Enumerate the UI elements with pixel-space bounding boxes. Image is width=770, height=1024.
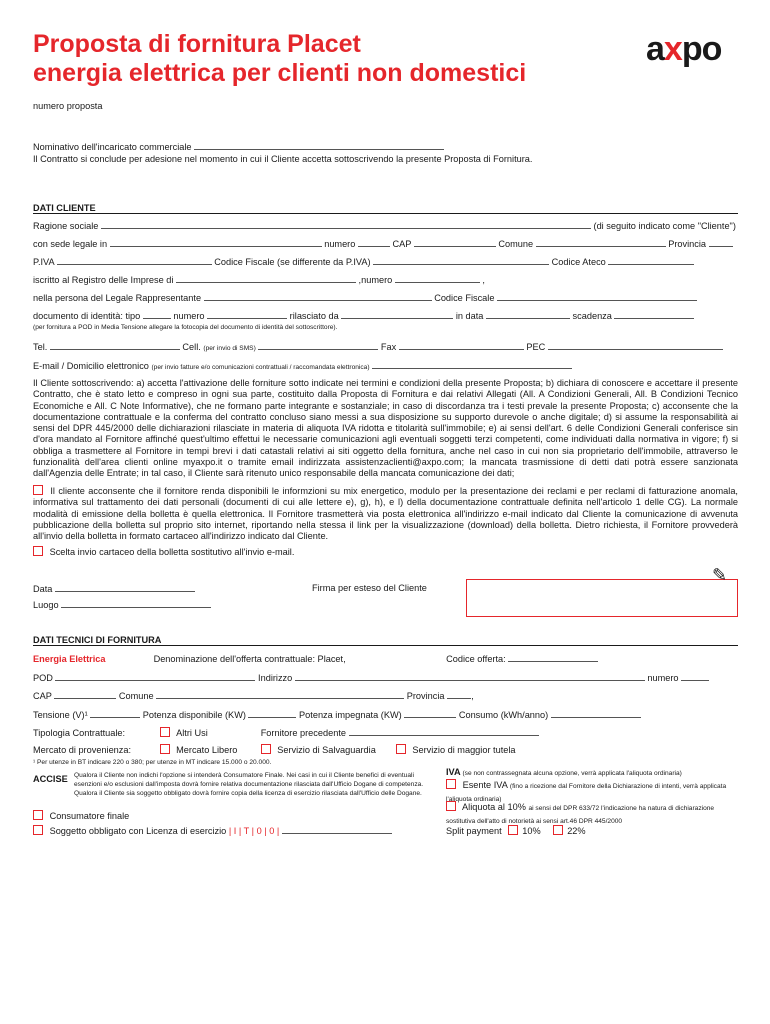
indirizzo-label: Indirizzo bbox=[258, 673, 293, 683]
tensione-label: Tensione (V)¹ bbox=[33, 710, 88, 720]
codice-offerta-field[interactable] bbox=[508, 652, 598, 662]
nominativo-field[interactable] bbox=[194, 140, 444, 150]
email-row bbox=[33, 359, 738, 373]
registro-imprese-field[interactable] bbox=[176, 273, 356, 283]
pod-numero-label: numero bbox=[647, 673, 679, 683]
accise-note: Qualora il Cliente non indichi l'opzione si intenderà Consumatore Finale. Nei casi in cui il Cliente benefici di eventuali esenzioni e/o esclusioni dall'imposta dovrà fornire relativa documentazione rilasciata dall'Ufficio Dogane di competenza. Qualora il Cliente sia soggetto obbligato dovrà fornire copia della licenza di esercizio rilasciata dall'Ufficio delle Dogane. bbox=[74, 772, 424, 797]
cell-label: Cell. bbox=[182, 342, 201, 352]
consumo-label: Consumo (kWh/anno) bbox=[458, 710, 549, 720]
luogo-field[interactable] bbox=[61, 598, 211, 608]
pen-icon: ✎ bbox=[712, 565, 728, 585]
codice-fiscale-diff-field[interactable] bbox=[373, 255, 549, 265]
cartaceo-row bbox=[33, 546, 294, 559]
tec-provincia-label: Provincia bbox=[406, 691, 445, 701]
cell-note: (per invio di SMS) bbox=[203, 345, 256, 352]
split-22-checkbox[interactable] bbox=[553, 825, 563, 835]
axpo-logo: axpo bbox=[646, 30, 722, 68]
tensione-field[interactable] bbox=[90, 708, 140, 718]
energia-elettrica-label: Energia Elettrica bbox=[33, 654, 106, 664]
cartaceo-checkbox[interactable] bbox=[33, 546, 43, 556]
rilasciato-field[interactable] bbox=[341, 309, 453, 319]
codice-fiscale-field[interactable] bbox=[497, 291, 697, 301]
pec-field[interactable] bbox=[548, 340, 723, 350]
scadenza-label: scadenza bbox=[572, 311, 612, 321]
soggetto-row bbox=[33, 824, 392, 838]
tec-cap-field[interactable] bbox=[54, 689, 116, 699]
licenza-field[interactable] bbox=[282, 824, 392, 834]
registro-imprese-label: iscritto al Registro delle Imprese di bbox=[33, 275, 174, 285]
mix-energetico-checkbox[interactable] bbox=[33, 485, 43, 495]
registro-row: iscritto al Registro delle Imprese di ,numero , bbox=[33, 275, 485, 285]
licenza-prefix: | I | T | 0 | 0 | bbox=[228, 826, 280, 836]
maggior-tutela-checkbox[interactable] bbox=[396, 744, 406, 754]
piva-row bbox=[33, 255, 738, 269]
numero-label: numero bbox=[324, 239, 356, 249]
email-field[interactable] bbox=[372, 359, 572, 369]
dati-tecnici-heading: DATI TECNICI DI FORNITURA bbox=[33, 635, 738, 646]
fax-label: Fax bbox=[380, 342, 397, 352]
split-22-label: 22% bbox=[567, 826, 586, 836]
documento-row bbox=[33, 309, 738, 323]
tipologia-label: Tipologia Contrattuale: bbox=[33, 728, 126, 738]
luogo-row bbox=[33, 598, 738, 612]
aliquota-note: ai sensi del DPR 633/72 l'indicazione ha natura di dichiarazione sostitutiva dell'atto di notorietà ai sensi art.46 DPR 445/2000 bbox=[446, 805, 715, 825]
altri-usi-label: Altri Usi bbox=[176, 728, 208, 738]
mix-energetico-block bbox=[33, 485, 738, 542]
cap-row: CAP Comune Provincia , bbox=[33, 691, 474, 701]
ragione-sociale-row bbox=[33, 219, 738, 233]
sede-legale-label: con sede legale in bbox=[33, 239, 108, 249]
salvaguardia-checkbox[interactable] bbox=[261, 744, 271, 754]
legale-rappresentante-field[interactable] bbox=[204, 291, 432, 301]
dati-cliente-heading: DATI CLIENTE bbox=[33, 203, 738, 214]
denominazione-label: Denominazione dell'offerta contrattuale: Placet, bbox=[153, 654, 346, 664]
tensione-footnote: ¹ Per utenze in BT indicare 220 o 380; per utenze in MT indicare 15.000 o 20.000. bbox=[33, 759, 272, 766]
salvaguardia-label: Servizio di Salvaguardia bbox=[277, 745, 376, 755]
tensione-row bbox=[33, 708, 738, 722]
fax-field[interactable] bbox=[399, 340, 524, 350]
codice-fiscale-diff-label: Codice Fiscale (se differente da P.IVA) bbox=[214, 257, 371, 267]
title-line-2: energia elettrica per clienti non domestici bbox=[33, 59, 527, 87]
esente-label: Esente IVA bbox=[462, 780, 508, 790]
consumatore-row bbox=[33, 810, 129, 823]
split-10-checkbox[interactable] bbox=[508, 825, 518, 835]
numero-field[interactable] bbox=[358, 237, 390, 247]
split-label: Split payment bbox=[446, 826, 502, 836]
accise-label: ACCISE bbox=[33, 774, 68, 784]
comune-field[interactable] bbox=[536, 237, 666, 247]
iva-label: IVA bbox=[446, 767, 461, 777]
in-data-field[interactable] bbox=[486, 309, 570, 319]
cell-field[interactable] bbox=[258, 340, 378, 350]
data-field[interactable] bbox=[55, 582, 195, 592]
esente-note: (fino a ricezione dal Fornitore della Dichiarazione di intenti, verrà applicata l'aliquota ordinaria) bbox=[446, 783, 727, 803]
codice-ateco-field[interactable] bbox=[608, 255, 694, 265]
contatti-row bbox=[33, 340, 738, 354]
ragione-sociale-field[interactable] bbox=[101, 219, 591, 229]
indirizzo-field[interactable] bbox=[295, 671, 645, 681]
codice-ateco-label: Codice Ateco bbox=[551, 257, 606, 267]
mix-energetico-text: Il cliente acconsente che il fornitore renda disponibili le informzioni su mix energetico, modulo per la presentazione dei reclami e per reclami di fatturazione anomala, informativa sul trattamento dei dati personali (documenti di cui alle lettere e), g), h), e l) della documentazione contrattuale definita nell'articolo 1 delle CG). La normale modalità di emissione della bolletta è quella elettronica. Il Fornitore trasmetterà via posta elettronica all'indirizzo e-mail indicato dal Cliente la comunicazione di avvenuta pubblicazione della bolletta sul proprio sito internet, riportando nella stessa il link per la visualizzazione (download) della bolletta. Dietro richiesta, il Fornitore provvederà all'invio della bolletta in formato cartaceo all'indirizzo indicato dal Cliente. bbox=[33, 486, 738, 542]
ragione-sociale-suffix: (di seguito indicato come "Cliente") bbox=[593, 221, 736, 231]
ragione-sociale-label: Ragione sociale bbox=[33, 221, 99, 231]
codice-fiscale-label: Codice Fiscale bbox=[434, 293, 495, 303]
title-line-1: Proposta di fornitura Placet bbox=[33, 30, 361, 58]
pod-field[interactable] bbox=[55, 671, 255, 681]
consumatore-label: Consumatore finale bbox=[49, 811, 130, 821]
tel-label: Tel. bbox=[33, 342, 48, 352]
mercato-row bbox=[33, 744, 738, 757]
registro-numero-label: ,numero bbox=[358, 275, 393, 285]
cap-label: CAP bbox=[392, 239, 412, 249]
email-label: E-mail / Domicilio elettronico bbox=[33, 361, 149, 371]
pod-note: (per fornitura a POD in Media Tensione allegare la fotocopia del documento di identità del sottoscrittore). bbox=[33, 324, 338, 331]
documento-numero-field[interactable] bbox=[207, 309, 287, 319]
sede-legale-row bbox=[33, 237, 738, 251]
potenza-disponibile-field[interactable] bbox=[248, 708, 296, 718]
split-10-label: 10% bbox=[522, 826, 541, 836]
documento-numero-label: numero bbox=[173, 311, 205, 321]
potenza-impegnata-label: Potenza impegnata (KW) bbox=[299, 710, 402, 720]
cap-field[interactable] bbox=[414, 237, 496, 247]
sede-legale-field[interactable] bbox=[110, 237, 322, 247]
comune-label: Comune bbox=[498, 239, 534, 249]
scadenza-field[interactable] bbox=[614, 309, 694, 319]
potenza-impegnata-field[interactable] bbox=[404, 708, 456, 718]
provincia-field[interactable] bbox=[709, 237, 733, 247]
tec-cap-label: CAP bbox=[33, 691, 52, 701]
tipologia-row bbox=[33, 726, 738, 740]
fornitore-precedente-field[interactable] bbox=[349, 726, 539, 736]
split-row bbox=[446, 825, 586, 838]
legale-row bbox=[33, 291, 738, 305]
esente-checkbox[interactable] bbox=[446, 779, 456, 789]
numero-proposta-label: numero proposta bbox=[33, 101, 103, 111]
piva-label: P.IVA bbox=[33, 257, 55, 267]
tel-field[interactable] bbox=[50, 340, 180, 350]
rilasciato-label: rilasciato da bbox=[289, 311, 339, 321]
registro-numero-field[interactable] bbox=[395, 273, 480, 283]
nominativo-row bbox=[33, 140, 444, 154]
mercato-libero-label: Mercato Libero bbox=[176, 745, 238, 755]
contratto-text: Il Contratto si conclude per adesione nel momento in cui il Cliente accetta sottoscrivendo la presente Proposta di Fornitura. bbox=[33, 154, 533, 164]
aliquota-row bbox=[446, 801, 736, 827]
iva-header bbox=[446, 768, 682, 778]
tec-provincia-field[interactable] bbox=[447, 689, 471, 699]
luogo-label: Luogo bbox=[33, 600, 59, 610]
page-title bbox=[33, 30, 526, 88]
provincia-label: Provincia bbox=[668, 239, 706, 249]
documento-tipo-field[interactable] bbox=[143, 309, 171, 319]
data-label: Data bbox=[33, 584, 53, 594]
iva-note: (se non contrassegnata alcuna opzione, verrà applicata l'aliquota ordinaria) bbox=[462, 770, 682, 777]
potenza-disponibile-label: Potenza disponibile (KW) bbox=[142, 710, 246, 720]
tec-comune-label: Comune bbox=[118, 691, 154, 701]
pod-row bbox=[33, 671, 738, 685]
nominativo-label: Nominativo dell'incaricato commerciale bbox=[33, 142, 192, 152]
consumatore-checkbox[interactable] bbox=[33, 810, 43, 820]
maggior-tutela-label: Servizio di maggior tutela bbox=[412, 745, 516, 755]
codice-offerta-label: Codice offerta: bbox=[446, 654, 506, 664]
email-note: (per invio fatture e/o comunicazioni contrattuali / raccomandata elettronica) bbox=[151, 364, 370, 371]
firma-cliente-label: Firma per esteso del Cliente bbox=[312, 583, 427, 593]
soggetto-label: Soggetto obbligato con Licenza di esercizio bbox=[49, 826, 227, 836]
aliquota-checkbox[interactable] bbox=[446, 801, 456, 811]
altri-usi-checkbox[interactable] bbox=[160, 727, 170, 737]
pod-numero-field[interactable] bbox=[681, 671, 709, 681]
consumo-field[interactable] bbox=[551, 708, 641, 718]
pod-label: POD bbox=[33, 673, 53, 683]
fornitore-precedente-label: Fornitore precedente bbox=[260, 728, 346, 738]
aliquota-label: Aliquota al 10% bbox=[462, 802, 526, 812]
pec-label: PEC bbox=[526, 342, 546, 352]
soggetto-checkbox[interactable] bbox=[33, 825, 43, 835]
sottoscrivendo-paragraph: Il Cliente sottoscrivendo: a) accetta l'attivazione delle forniture sotto indicate nei termini e condizioni della presente Proposta; b) dichiara di conoscere e accettare il presente Contratto, che è stato letto e compreso in ogni sua parte, costituito dalla Proposta di Fornitura e dai relativi Allegati (All. A Condizioni Generali, All. B Condizioni Tecnico Economiche e All. C Note Informative), che ne formano parte integrante e sostanziale; in caso di discordanza tra i testi prevale la presente Proposta; c) acconsente che la documentazione contrattuale e la conferma del contratto concluso siano messi a sua disposizione su supporto durevole o anche digitale; d) si assume la responsabilità ai sensi del DPR 445/2000 delle dichiarazioni rilasciate in materia di aliquota IVA ridotta e titolarità sull'immobile; e) ai sensi dell'art. 6 delle Condizioni Generali conferisce sin d'ora mandato al Fornitore affinché quest'ultimo effettui le necessarie comunicazioni agli eventuali soggetti terzi competenti, come individuati dalla normativa in vigore; f) si obbliga a trasmettere al Fornitore in tempi brevi i dati catastali relativi ai siti oggetto della fornitura, anche nel caso in cui non sia proprietario dell'immobile, attraverso le funzionalità dell'area clienti online myaxpo.it o tramite email indirizzata assistenzaclienti@axpo.com; la mancata trasmissione di detti dati potrà essere sanzionata dall'Agenzia delle Entrate; in tal caso, il Cliente sarà ritenuto unico responsabile della mancata comunicazione dei dati; bbox=[33, 378, 738, 479]
cartaceo-text: Scelta invio cartaceo della bolletta sostitutivo all'invio e-mail. bbox=[49, 547, 295, 557]
offerta-row bbox=[33, 652, 738, 666]
documento-tipo-label: documento di identità: tipo bbox=[33, 311, 141, 321]
piva-field[interactable] bbox=[57, 255, 212, 265]
mercato-label: Mercato di provenienza: bbox=[33, 745, 132, 755]
mercato-libero-checkbox[interactable] bbox=[160, 744, 170, 754]
legale-rappresentante-label: nella persona del Legale Rappresentante bbox=[33, 293, 202, 303]
in-data-label: in data bbox=[455, 311, 484, 321]
tec-comune-field[interactable] bbox=[156, 689, 404, 699]
